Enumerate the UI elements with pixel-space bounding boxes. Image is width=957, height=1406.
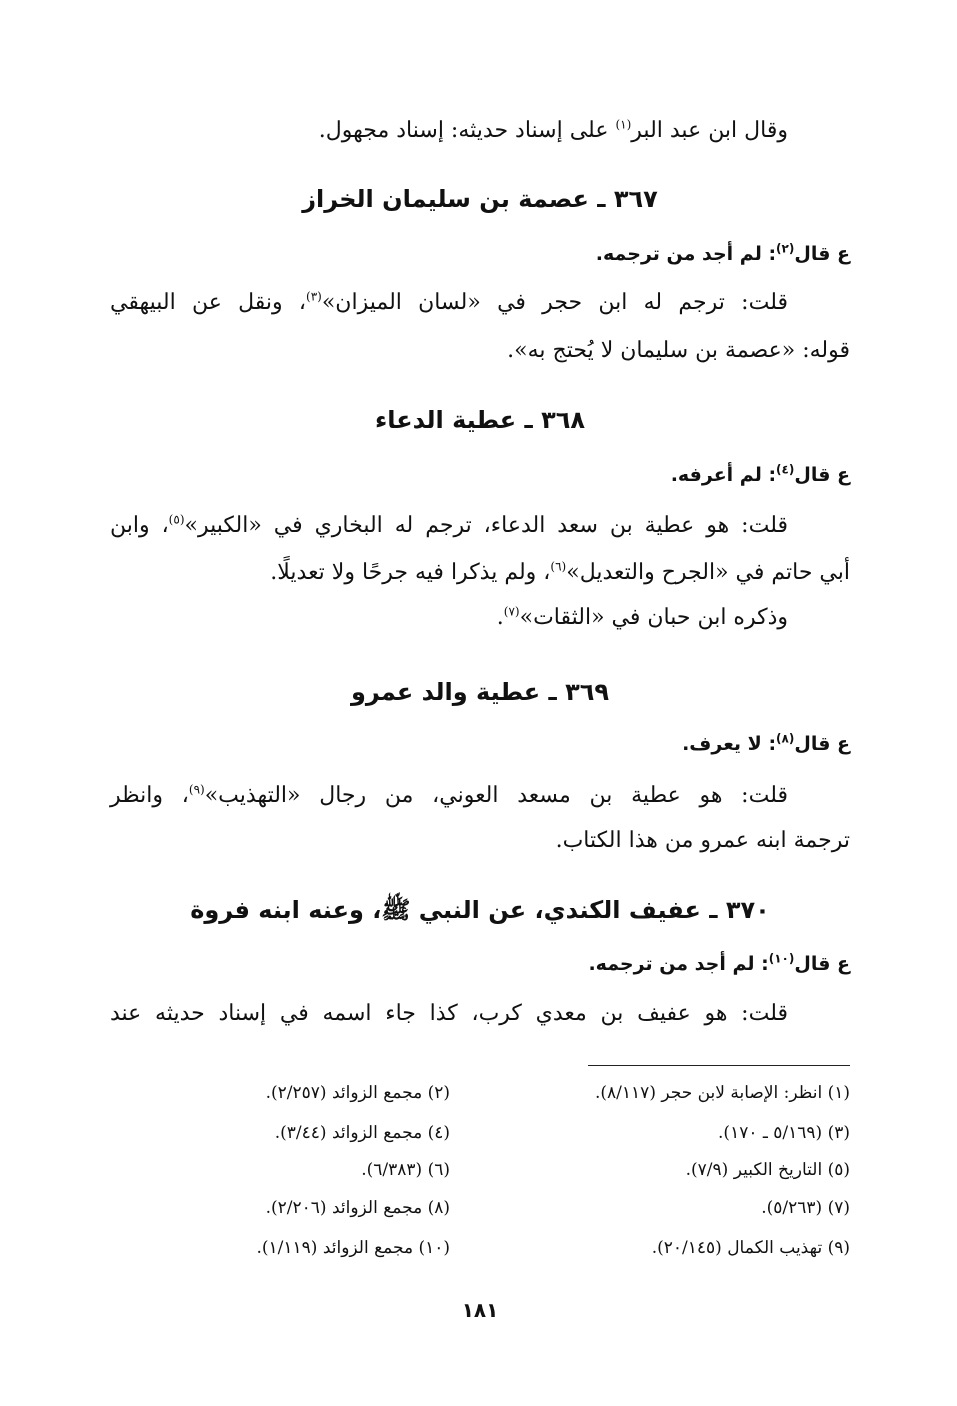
text-span: ع قال — [794, 953, 850, 975]
text-line: قوله: «عصمة بن سليمان لا يُحتج به». — [507, 338, 850, 363]
footnote-8: (٨) مجمع الزوائد (٢/٢٠٦). — [265, 1198, 450, 1218]
text-span: ، ولم يذكرا فيه جرحًا ولا تعديلًا. — [270, 560, 551, 585]
text-span: ، ونقل عن البيهقي — [110, 290, 307, 315]
text-span: . — [496, 605, 504, 630]
text-line — [110, 604, 850, 630]
text-span: وذكره ابن حبان في «الثقات» — [519, 605, 788, 630]
text-span: ع قال — [794, 243, 850, 265]
footnote-7: (٧) (٥/٢٦٣). — [761, 1198, 850, 1218]
text-span: قلت: ترجم له ابن حجر في «لسان الميزان» — [321, 290, 788, 315]
footnote-ref[interactable]: (٥) — [168, 512, 185, 527]
text-line — [110, 117, 850, 143]
text-span: على إسناد حديثه: إسناد مجهول. — [318, 118, 616, 143]
text-span: قلت: هو عطية بن مسعد العوني، من رجال «التهذيب» — [204, 783, 788, 808]
qal-line — [110, 951, 850, 975]
text-line — [110, 289, 850, 315]
footnote-ref[interactable]: (٢) — [776, 241, 795, 256]
text-line: ترجمة ابنه عمرو من هذا الكتاب. — [555, 828, 850, 853]
page-body — [110, 0, 850, 1406]
text-span: : لم أجد من ترجمه. — [588, 953, 769, 975]
footnote-2: (٢) مجمع الزوائد (٢/٢٥٧). — [265, 1083, 450, 1103]
footnote-10: (١٠) مجمع الزوائد (١/١١٩). — [256, 1238, 450, 1258]
entry-heading-370: ٣٧٠ ـ عفيف الكندي، عن النبي ﷺ، وعنه ابنه فروة — [190, 896, 770, 924]
text-span: ، وانظر — [110, 783, 189, 808]
entry-heading-369: ٣٦٩ ـ عطية والد عمرو — [350, 678, 610, 706]
footnote-ref[interactable]: (٣) — [306, 289, 322, 304]
text-line — [110, 512, 850, 538]
text-line — [110, 782, 850, 808]
footnote-ref[interactable]: (٦) — [550, 559, 567, 574]
entry-heading-368: ٣٦٨ ـ عطية الدعاء — [374, 406, 586, 434]
text-span: : لم أعرفه. — [670, 464, 777, 486]
footnote-3: (٣) (٥/١٦٩ ـ ١٧٠). — [718, 1123, 850, 1143]
footnote-separator — [588, 1065, 850, 1066]
text-span: وقال ابن عبد البر — [631, 118, 788, 143]
qal-line — [110, 241, 850, 265]
text-span: : لم أجد من ترجمه. — [595, 243, 777, 265]
footnote-ref[interactable]: (٤) — [776, 462, 795, 477]
text-span: ، وابن — [110, 513, 169, 538]
footnote-5: (٥) التاريخ الكبير (٧/٩). — [685, 1160, 850, 1180]
page-number: ١٨١ — [461, 1298, 499, 1322]
text-span: ع قال — [794, 733, 850, 755]
text-span: قلت: هو عطية بن سعد الدعاء، ترجم له البخاري في «الكبير» — [184, 513, 788, 538]
text-line — [110, 559, 850, 585]
footnote-6: (٦) (٦/٣٨٣). — [361, 1160, 450, 1180]
footnote-1: (١) انظر: الإصابة لابن حجر (٨/١١٧). — [595, 1083, 850, 1103]
text-span: ع قال — [794, 464, 850, 486]
footnote-ref[interactable]: (١) — [615, 117, 632, 132]
entry-heading-367: ٣٦٧ ـ عصمة بن سليمان الخراز — [302, 185, 658, 213]
footnote-4: (٤) مجمع الزوائد (٣/٤٤). — [274, 1123, 450, 1143]
footnote-ref[interactable]: (٩) — [188, 782, 205, 797]
text-span: أبي حاتم في «الجرح والتعديل» — [566, 560, 850, 585]
qal-line — [110, 731, 850, 755]
text-span: : لا يعرف. — [682, 733, 777, 755]
footnote-ref[interactable]: (١٠) — [768, 951, 795, 966]
qal-line — [110, 462, 850, 486]
footnote-ref[interactable]: (٨) — [776, 731, 795, 746]
text-line: قلت: هو عفيف بن معدي كرب، كذا جاء اسمه في إسناد حديثه عند — [110, 1001, 788, 1026]
footnote-9: (٩) تهذيب الكمال (٢٠/١٤٥). — [651, 1238, 850, 1258]
footnote-ref[interactable]: (٧) — [503, 604, 520, 619]
